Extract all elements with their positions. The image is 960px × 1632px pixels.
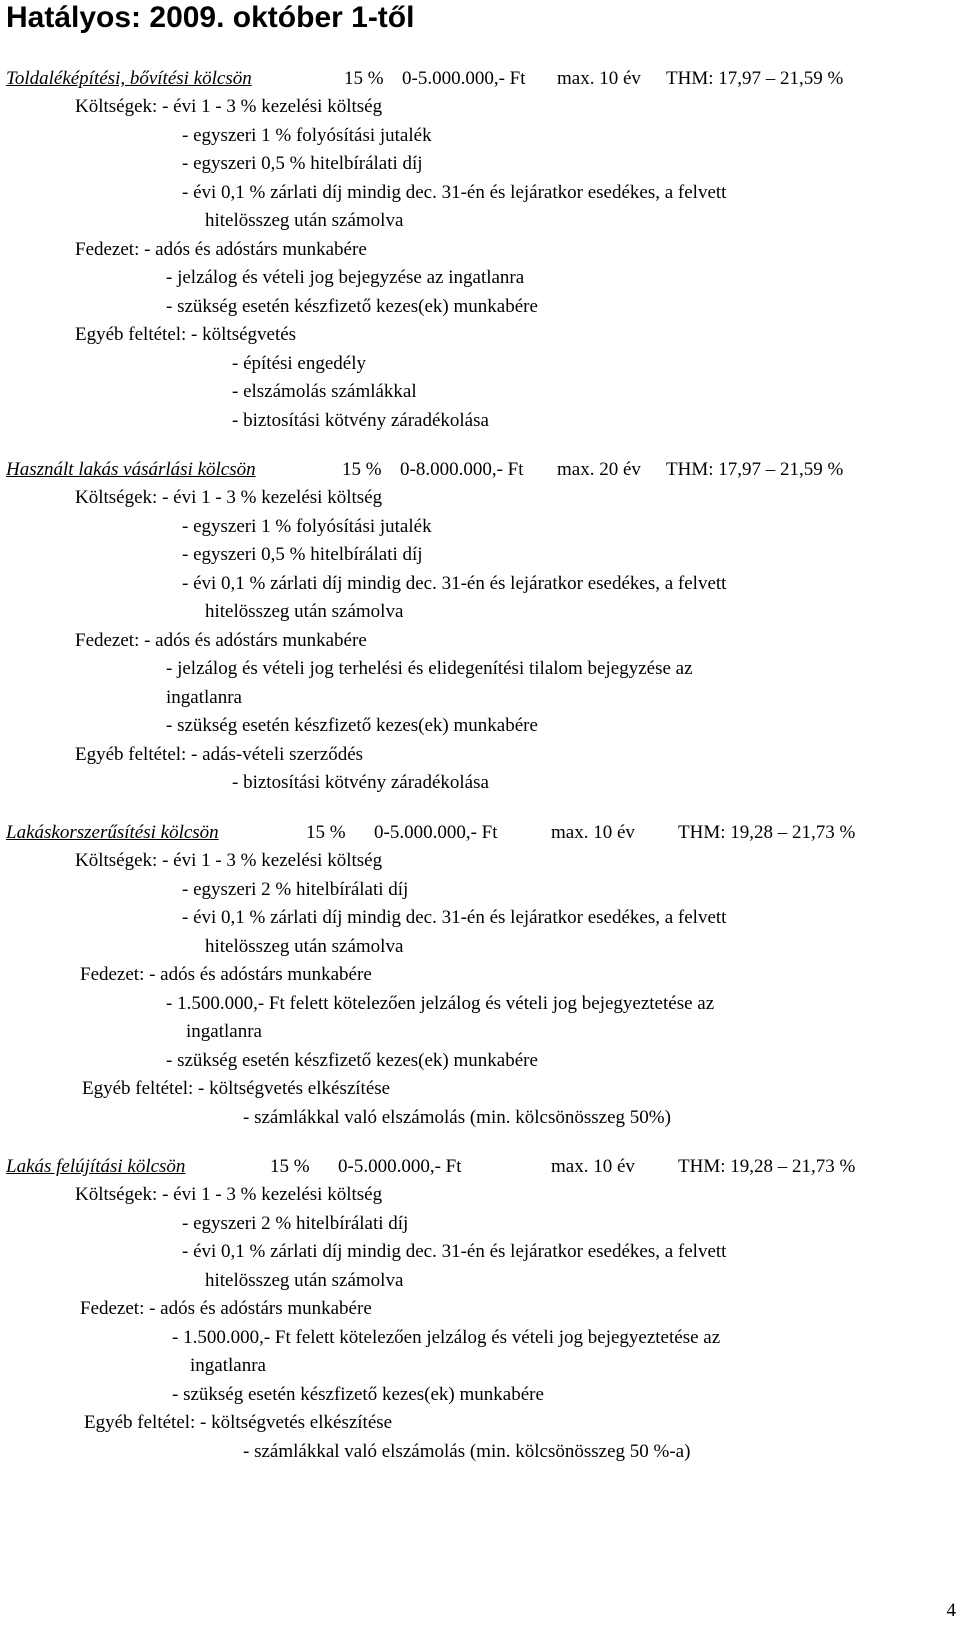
loan-term: max. 20 év: [557, 459, 641, 480]
loan-thm: THM: 17,97 – 21,59 %: [666, 68, 844, 89]
cost-line: Költségek: - évi 1 - 3 % kezelési költség: [75, 96, 383, 117]
collateral-line: - szükség esetén készfizető kezes(ek) munkabére: [166, 296, 538, 317]
cost-line: - évi 0,1 % zárlati díj mindig dec. 31-én és lejáratkor esedékes, a felvett: [182, 1241, 727, 1262]
condition-line: - elszámolás számlákkal: [232, 381, 417, 402]
collateral-line: Fedezet: - adós és adóstárs munkabére: [75, 239, 367, 260]
loan-thm: THM: 19,28 – 21,73 %: [678, 822, 856, 843]
collateral-line: - 1.500.000,- Ft felett kötelezően jelzálog és vételi jog bejegyeztetése az: [172, 1327, 721, 1348]
loan-rate: 15 %: [342, 459, 382, 480]
condition-line: Egyéb feltétel: - költségvetés elkészítése: [84, 1412, 393, 1433]
cost-line: - évi 0,1 % zárlati díj mindig dec. 31-én és lejáratkor esedékes, a felvett: [182, 907, 727, 928]
cost-line: Költségek: - évi 1 - 3 % kezelési költség: [75, 1184, 383, 1205]
condition-line: Egyéb feltétel: - adás-vételi szerződés: [75, 744, 364, 765]
cost-line: hitelösszeg után számolva: [205, 1270, 404, 1291]
loan-term: max. 10 év: [557, 68, 641, 89]
collateral-line: ingatlanra: [166, 687, 242, 708]
page-title: Hatályos: 2009. október 1-től: [6, 1, 415, 34]
collateral-line: - szükség esetén készfizető kezes(ek) munkabére: [172, 1384, 544, 1405]
collateral-line: - szükség esetén készfizető kezes(ek) munkabére: [166, 1050, 538, 1071]
collateral-line: - 1.500.000,- Ft felett kötelezően jelzálog és vételi jog bejegyeztetése az: [166, 993, 715, 1014]
condition-line: - biztosítási kötvény záradékolása: [232, 772, 489, 793]
loan-amount: 0-5.000.000,- Ft: [338, 1156, 462, 1177]
section-header: [6, 68, 844, 90]
collateral-line: - jelzálog és vételi jog terhelési és elidegenítési tilalom bejegyzése az: [166, 658, 693, 679]
collateral-line: ingatlanra: [190, 1355, 266, 1376]
cost-line: hitelösszeg után számolva: [205, 936, 404, 957]
condition-line: - építési engedély: [232, 353, 367, 374]
loan-name: Lakás felújítási kölcsön: [6, 1156, 186, 1177]
cost-line: Költségek: - évi 1 - 3 % kezelési költség: [75, 850, 383, 871]
collateral-line: Fedezet: - adós és adóstárs munkabére: [80, 964, 372, 985]
loan-name: Toldaléképítési, bővítési kölcsön: [6, 68, 252, 89]
cost-line: hitelösszeg után számolva: [205, 601, 404, 622]
loan-thm: THM: 19,28 – 21,73 %: [678, 1156, 856, 1177]
collateral-line: Fedezet: - adós és adóstárs munkabére: [75, 630, 367, 651]
condition-line: - számlákkal való elszámolás (min. kölcsönösszeg 50 %-a): [243, 1441, 691, 1462]
loan-amount: 0-8.000.000,- Ft: [400, 459, 524, 480]
collateral-line: Fedezet: - adós és adóstárs munkabére: [80, 1298, 372, 1319]
condition-line: - biztosítási kötvény záradékolása: [232, 410, 489, 431]
collateral-line: - szükség esetén készfizető kezes(ek) munkabére: [166, 715, 538, 736]
cost-line: Költségek: - évi 1 - 3 % kezelési költség: [75, 487, 383, 508]
section-header: [6, 1156, 856, 1178]
cost-line: - egyszeri 0,5 % hitelbírálati díj: [182, 153, 423, 174]
cost-line: hitelösszeg után számolva: [205, 210, 404, 231]
loan-name: Lakáskorszerűsítési kölcsön: [6, 822, 219, 843]
condition-line: Egyéb feltétel: - költségvetés: [75, 324, 297, 345]
loan-term: max. 10 év: [551, 1156, 635, 1177]
loan-rate: 15 %: [344, 68, 384, 89]
section-header: [6, 459, 844, 481]
cost-line: - évi 0,1 % zárlati díj mindig dec. 31-én és lejáratkor esedékes, a felvett: [182, 573, 727, 594]
condition-line: - számlákkal való elszámolás (min. kölcsönösszeg 50%): [243, 1107, 671, 1128]
loan-amount: 0-5.000.000,- Ft: [402, 68, 526, 89]
loan-amount: 0-5.000.000,- Ft: [374, 822, 498, 843]
loan-term: max. 10 év: [551, 822, 635, 843]
cost-line: - egyszeri 2 % hitelbírálati díj: [182, 879, 409, 900]
page-number: 4: [946, 1600, 956, 1621]
cost-line: - évi 0,1 % zárlati díj mindig dec. 31-én és lejáratkor esedékes, a felvett: [182, 182, 727, 203]
loan-name: Használt lakás vásárlási kölcsön: [6, 459, 256, 480]
collateral-line: ingatlanra: [186, 1021, 262, 1042]
section-header: [6, 822, 856, 844]
loan-rate: 15 %: [270, 1156, 310, 1177]
collateral-line: - jelzálog és vételi jog bejegyzése az ingatlanra: [166, 267, 525, 288]
loan-thm: THM: 17,97 – 21,59 %: [666, 459, 844, 480]
cost-line: - egyszeri 1 % folyósítási jutalék: [182, 125, 432, 146]
condition-line: Egyéb feltétel: - költségvetés elkészítése: [82, 1078, 391, 1099]
cost-line: - egyszeri 1 % folyósítási jutalék: [182, 516, 432, 537]
loan-rate: 15 %: [306, 822, 346, 843]
cost-line: - egyszeri 2 % hitelbírálati díj: [182, 1213, 409, 1234]
cost-line: - egyszeri 0,5 % hitelbírálati díj: [182, 544, 423, 565]
